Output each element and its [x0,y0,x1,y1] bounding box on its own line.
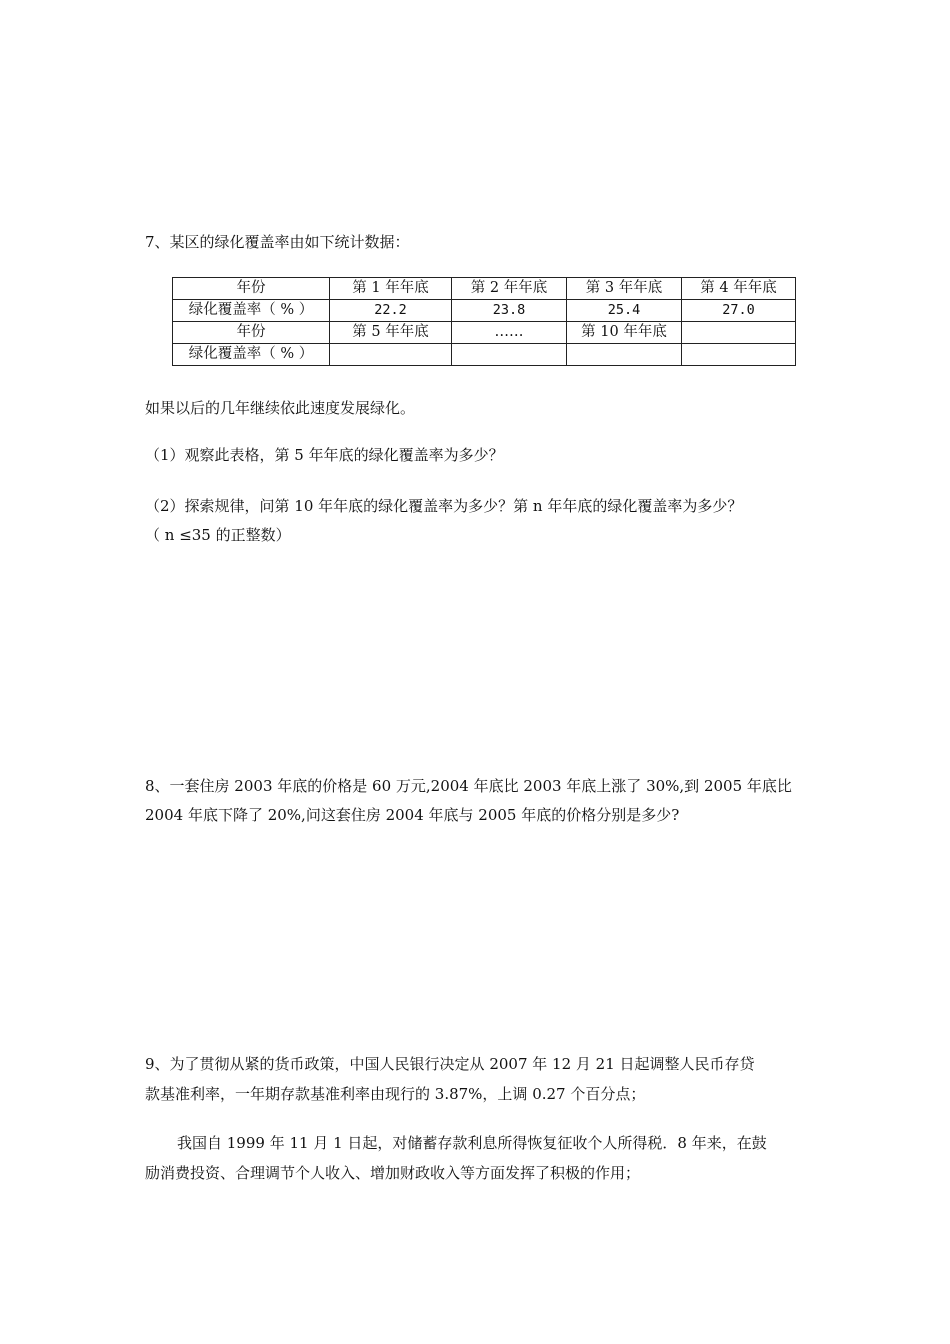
q7-part2-line2: （ n ≤35 的正整数） [145,526,291,544]
q7-part1: （1）观察此表格，第 5 年年底的绿化覆盖率为多少？ [145,446,504,464]
table-cell [682,322,796,344]
q9-line1: 9、为了贯彻从紧的货币政策，中国人民银行决定从 2007 年 12 月 21 日起调整人民币存贷 [145,1055,755,1073]
table-cell: 27.0 [682,300,796,322]
table-cell: …… [452,322,567,344]
q9-line2: 款基准利率，一年期存款基准利率由现行的 3.87%，上调 0.27 个百分点； [145,1085,646,1103]
table-cell: 第 1 年年底 [330,278,452,300]
q9-para2-line1: 我国自 1999 年 11 月 1 日起，对储蓄存款利息所得恢复征收个人所得税．8 年来，在鼓 [177,1134,767,1152]
table-cell [682,344,796,366]
table-cell [567,344,682,366]
table-row [173,300,796,322]
table-cell: 年份 [173,278,330,300]
table-row [173,278,796,300]
table-cell: 第 5 年年底 [330,322,452,344]
table-cell: 绿化覆盖率（ % ） [173,300,330,322]
table-cell: 第 2 年年底 [452,278,567,300]
table-row [173,322,796,344]
q8-line1: 8、一套住房 2003 年底的价格是 60 万元,2004 年底比 2003 年底上涨了 30%,到 2005 年底比 [145,777,792,795]
table-cell: 第 10 年年底 [567,322,682,344]
q7-intro: 如果以后的几年继续依此速度发展绿化。 [145,399,416,417]
table-cell: 第 3 年年底 [567,278,682,300]
q7-part2-line1: （2）探索规律，问第 10 年年底的绿化覆盖率为多少？第 n 年年底的绿化覆盖率为多少？ [145,497,743,515]
table-cell: 绿化覆盖率（ % ） [173,344,330,366]
q9-para2-line2: 励消费投资、合理调节个人收入、增加财政收入等方面发挥了积极的作用； [145,1164,641,1182]
table-cell: 年份 [173,322,330,344]
q7-title: 7、某区的绿化覆盖率由如下统计数据： [145,233,410,251]
table-cell: 22.2 [330,300,452,322]
table-row [173,344,796,366]
table-cell: 第 4 年年底 [682,278,796,300]
table-cell [330,344,452,366]
q8-line2: 2004 年底下降了 20%,问这套住房 2004 年底与 2005 年底的价格分别是多少? [145,806,680,824]
table-cell: 25.4 [567,300,682,322]
table-cell [452,344,567,366]
greening-table [172,277,796,366]
table-cell: 23.8 [452,300,567,322]
